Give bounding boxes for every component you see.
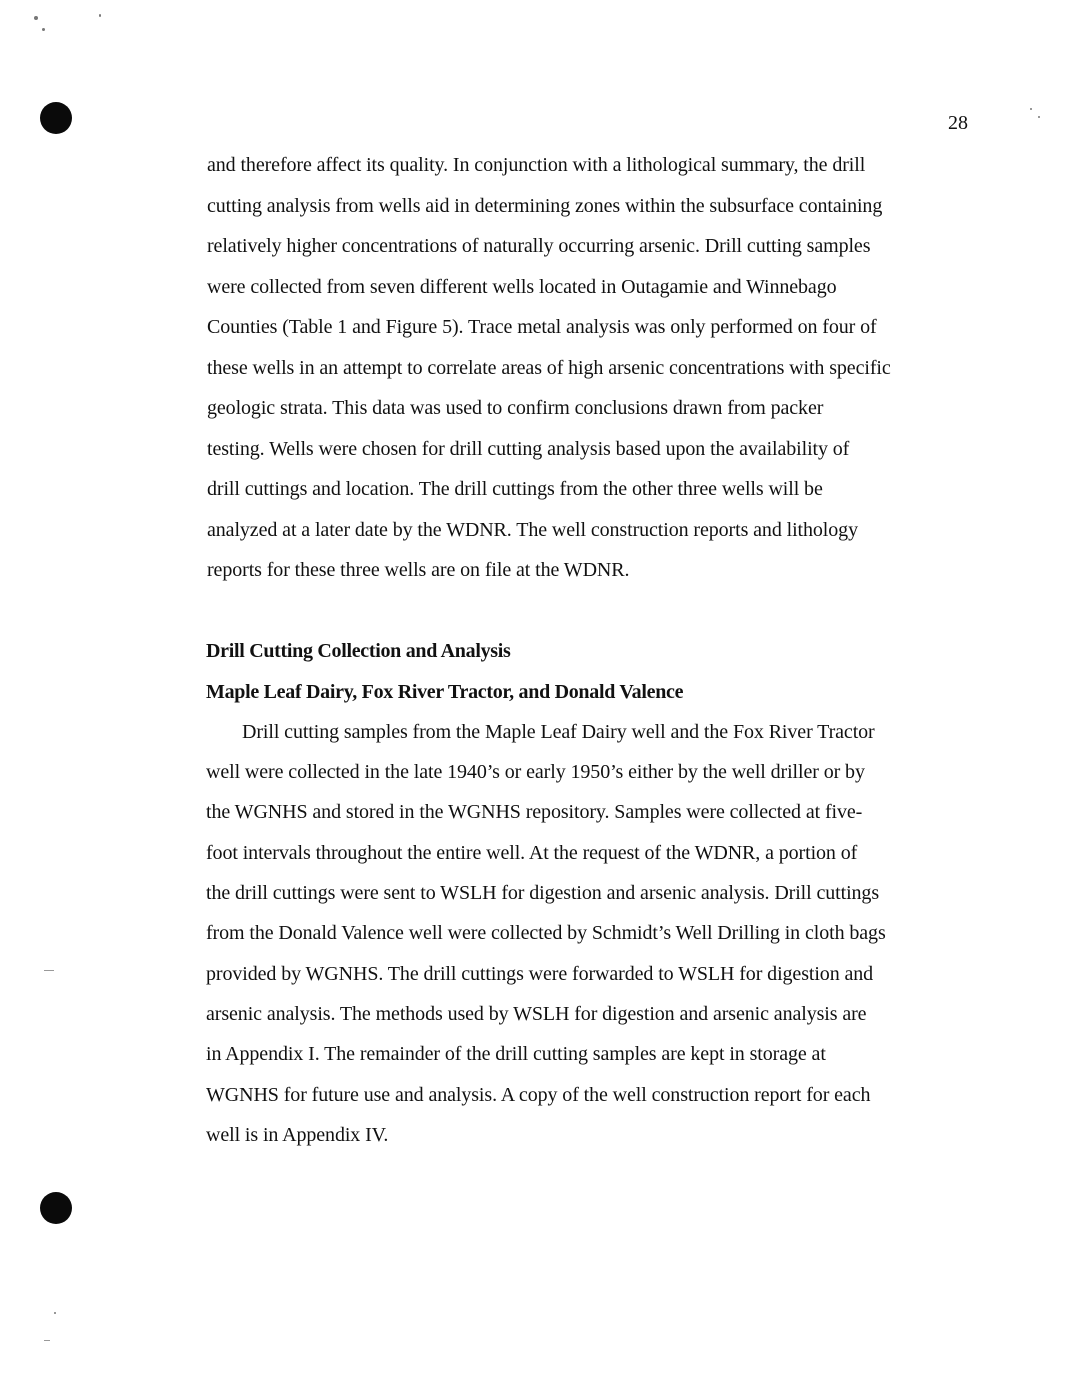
text-line: the WGNHS and stored in the WGNHS repository. Samples were collected at five- bbox=[206, 801, 863, 823]
scan-speck bbox=[54, 1312, 56, 1314]
text-line: reports for these three wells are on file at the WDNR. bbox=[207, 559, 630, 581]
scan-speck bbox=[99, 14, 101, 17]
text-line: the drill cuttings were sent to WSLH for digestion and arsenic analysis. Drill cuttings bbox=[206, 882, 880, 904]
scan-speck bbox=[1038, 116, 1040, 118]
scan-speck bbox=[44, 1340, 50, 1341]
scan-speck bbox=[42, 28, 45, 31]
text-line: in Appendix I. The remainder of the drill cutting samples are kept in storage at bbox=[206, 1043, 826, 1065]
text-line: relatively higher concentrations of naturally occurring arsenic. Drill cutting samples bbox=[207, 235, 871, 257]
scan-speck bbox=[34, 16, 38, 20]
text-line: and therefore affect its quality. In conjunction with a lithological summary, the drill bbox=[207, 154, 866, 176]
section-heading: Drill Cutting Collection and Analysis bbox=[206, 640, 511, 662]
scan-speck bbox=[1030, 108, 1032, 110]
text-line: cutting analysis from wells aid in determining zones within the subsurface containing bbox=[207, 195, 883, 217]
text-line: provided by WGNHS. The drill cuttings were forwarded to WSLH for digestion and bbox=[206, 963, 874, 985]
text-line: drill cuttings and location. The drill cuttings from the other three wells will be bbox=[207, 478, 823, 500]
text-line: well were collected in the late 1940’s or early 1950’s either by the well driller or by bbox=[206, 761, 865, 783]
text-line: testing. Wells were chosen for drill cutting analysis based upon the availability of bbox=[207, 438, 850, 460]
scan-speck bbox=[44, 970, 54, 971]
text-line: were collected from seven different wells located in Outagamie and Winnebago bbox=[207, 276, 837, 298]
page-number: 28 bbox=[948, 112, 968, 134]
subsection-heading: Maple Leaf Dairy, Fox River Tractor, and Donald Valence bbox=[206, 681, 684, 703]
text-line: well is in Appendix IV. bbox=[206, 1124, 389, 1146]
punch-hole-bottom bbox=[40, 1192, 72, 1224]
text-line: WGNHS for future use and analysis. A copy of the well construction report for each bbox=[206, 1084, 871, 1106]
text-line: geologic strata. This data was used to confirm conclusions drawn from packer bbox=[207, 397, 824, 419]
text-line: from the Donald Valence well were collected by Schmidt’s Well Drilling in cloth bags bbox=[206, 922, 886, 944]
punch-hole-top bbox=[40, 102, 72, 134]
text-line: Drill cutting samples from the Maple Leaf Dairy well and the Fox River Tractor bbox=[242, 721, 875, 743]
text-line: these wells in an attempt to correlate areas of high arsenic concentrations with specific bbox=[207, 357, 891, 379]
text-line: analyzed at a later date by the WDNR. The well construction reports and lithology bbox=[207, 519, 858, 541]
text-line: arsenic analysis. The methods used by WSLH for digestion and arsenic analysis are bbox=[206, 1003, 867, 1025]
text-line: foot intervals throughout the entire well. At the request of the WDNR, a portion of bbox=[206, 842, 858, 864]
text-line: Counties (Table 1 and Figure 5). Trace metal analysis was only performed on four of bbox=[207, 316, 877, 338]
